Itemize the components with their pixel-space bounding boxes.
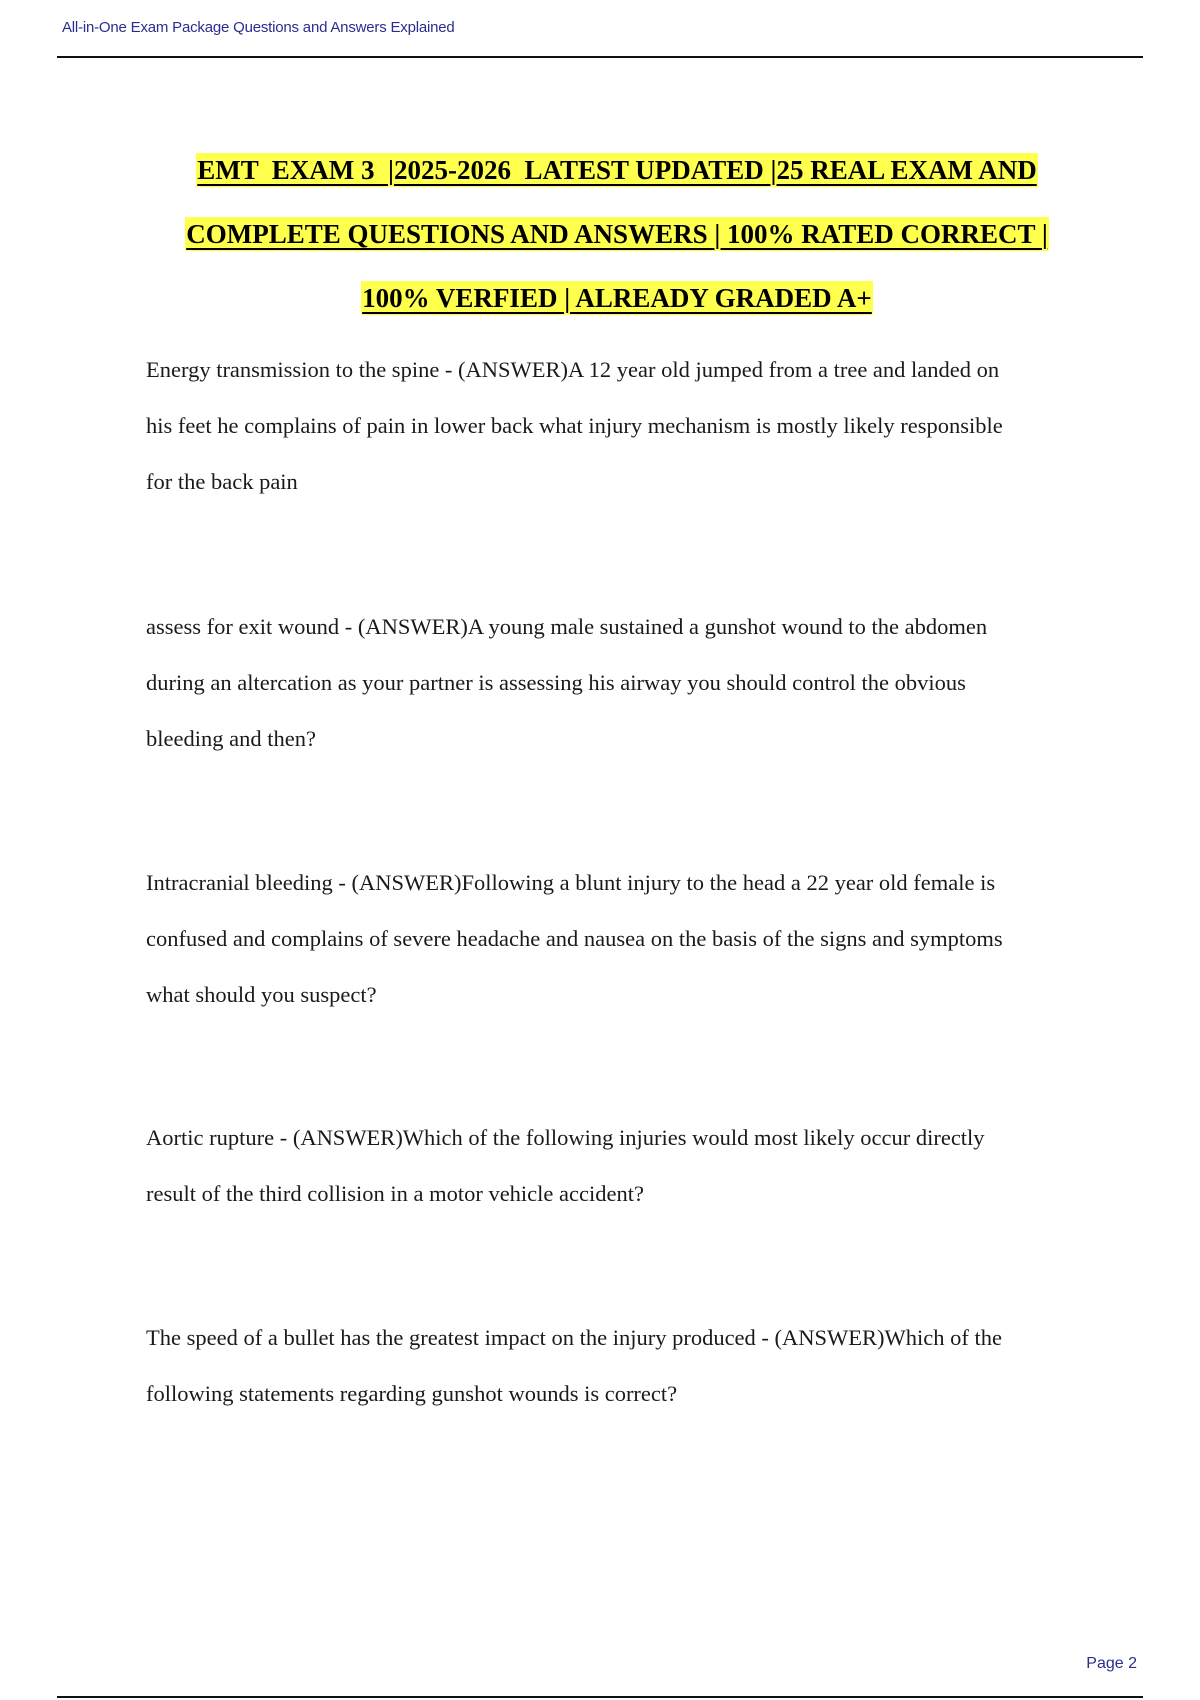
qa-text-line: his feet he complains of pain in lower back what injury mechanism is mostly likely responsible [146, 413, 1003, 438]
qa-text-line: Energy transmission to the spine - (ANSWER)A 12 year old jumped from a tree and landed on [146, 357, 1000, 382]
qa-text-line: Intracranial bleeding - (ANSWER)Following a blunt injury to the head a 22 year old female is [146, 870, 996, 895]
title-line-text: COMPLETE QUESTIONS AND ANSWERS | 100% RATED CORRECT | [186, 219, 1048, 249]
qa-text-line: result of the third collision in a motor vehicle accident? [146, 1181, 644, 1206]
qa-text-line: for the back pain [146, 469, 298, 494]
qa-text-line: bleeding and then? [146, 726, 316, 751]
qa-item [146, 342, 1096, 510]
qa-item [146, 599, 1096, 767]
qa-item [146, 1110, 1096, 1222]
document-title [0, 138, 1200, 330]
title-line [0, 202, 1200, 266]
header-divider [57, 56, 1143, 58]
page-number: Page 2 [1086, 1655, 1137, 1672]
title-line [0, 138, 1200, 202]
qa-text-line: what should you suspect? [146, 982, 377, 1007]
qa-text-line: during an altercation as your partner is assessing his airway you should control the obvious [146, 670, 966, 695]
qa-text-line: Aortic rupture - (ANSWER)Which of the following injuries would most likely occur directly [146, 1125, 985, 1150]
qa-item [146, 1310, 1096, 1422]
qa-text-line: assess for exit wound - (ANSWER)A young male sustained a gunshot wound to the abdomen [146, 614, 988, 639]
title-line [0, 266, 1200, 330]
qa-text-line: confused and complains of severe headache and nausea on the basis of the signs and symptoms [146, 926, 1003, 951]
title-line-text: EMT EXAM 3 |2025-2026 LATEST UPDATED |25 REAL EXAM AND [197, 155, 1037, 185]
footer-divider [57, 1696, 1143, 1698]
qa-text-line: The speed of a bullet has the greatest impact on the injury produced - (ANSWER)Which of the [146, 1325, 1002, 1350]
title-line-text: 100% VERFIED | ALREADY GRADED A+ [362, 283, 872, 313]
qa-item [146, 855, 1096, 1023]
running-header: All-in-One Exam Package Questions and Answers Explained [62, 19, 455, 36]
qa-text-line: following statements regarding gunshot wounds is correct? [146, 1381, 678, 1406]
